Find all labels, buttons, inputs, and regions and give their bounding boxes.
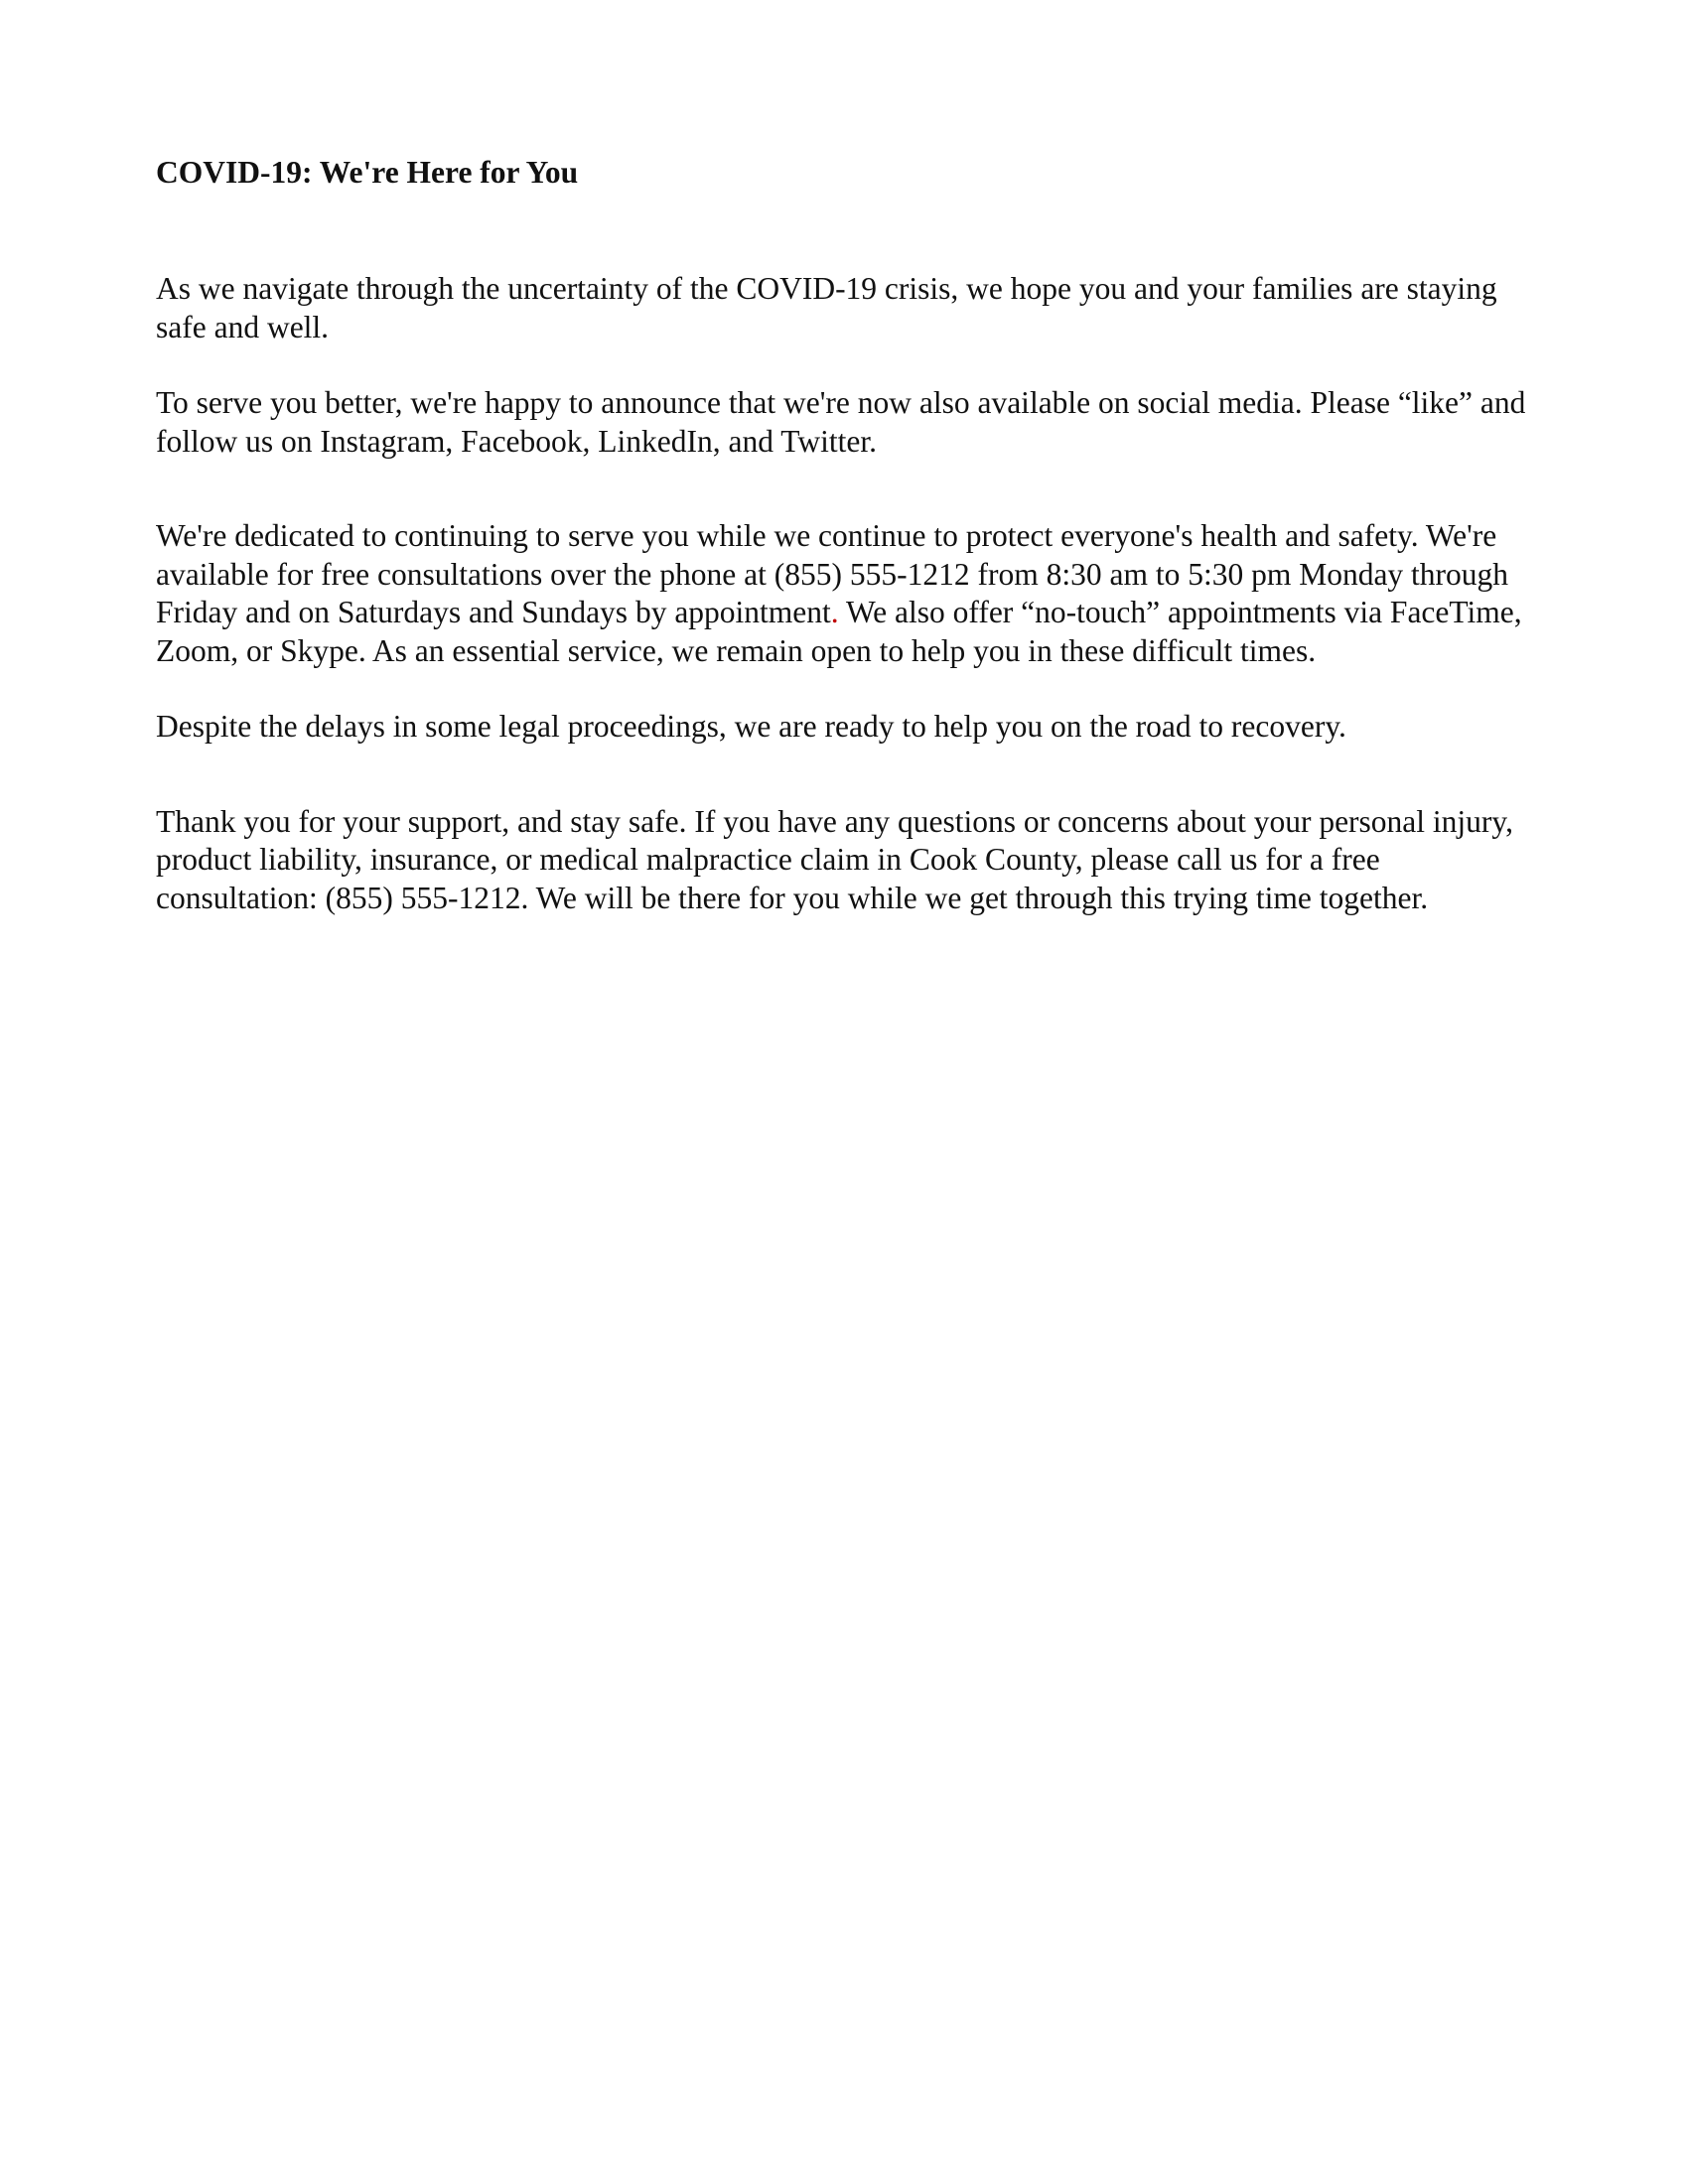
paragraph-consultations [156, 517, 1541, 670]
paragraph-consultations-text-1: We're dedicated to continuing to serve you while we continue to protect everyone's health and safety. We're available for free consultations over the phone at (855) 555-1212 from 8:30 am to 5:30 pm Monday through Friday and on Saturdays and Sundays by appointment [156, 518, 1509, 629]
paragraph-consultations-text-2: We also offer “no-touch” appointments via FaceTime, Zoom, or Skype. As an essential service, we remain open to help you in these difficult times. [156, 595, 1522, 668]
document-title: COVID-19: We're Here for You [156, 155, 579, 190]
highlighted-period: . [830, 595, 839, 629]
paragraph-recovery: Despite the delays in some legal proceedings, we are ready to help you on the road to recovery. [156, 709, 1346, 744]
document-body [156, 154, 1541, 917]
paragraph-thank-you: Thank you for your support, and stay safe. If you have any questions or concerns about your personal injury, product liability, insurance, or medical malpractice claim in Cook County, please call us for a free consultation: (855) 555-1212. We will be there for you while we get through this trying time together. [156, 803, 1513, 915]
paragraph-greeting: As we navigate through the uncertainty of the COVID-19 crisis, we hope you and your families are staying safe and well. [156, 271, 1497, 344]
paragraph-social-media: To serve you better, we're happy to announce that we're now also available on social media. Please “like” and follow us on Instagram, Facebook, LinkedIn, and Twitter. [156, 385, 1526, 459]
